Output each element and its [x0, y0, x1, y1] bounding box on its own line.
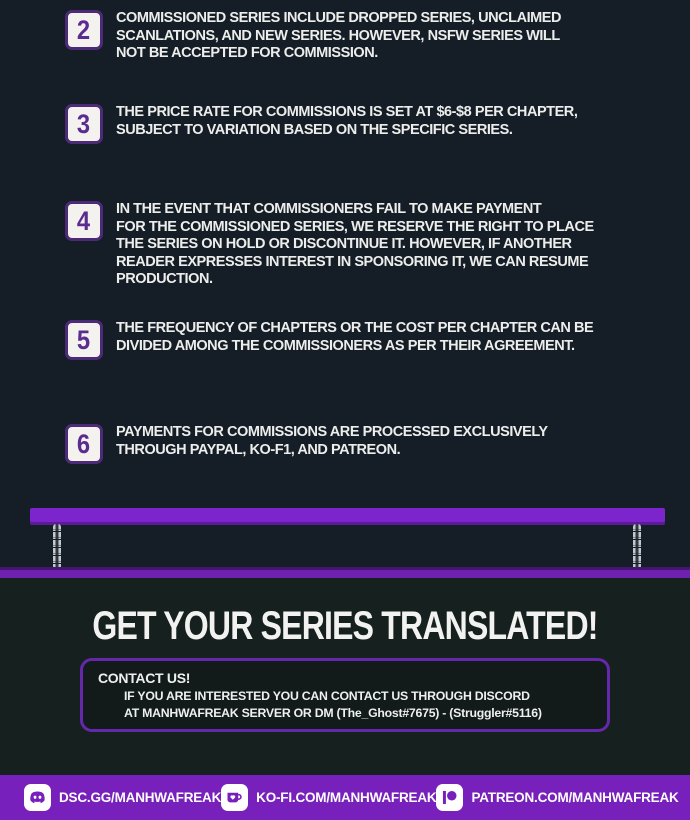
rule-text-line: THROUGH PAYPAL, KO-F1, AND PATREON. [116, 441, 401, 458]
rule-text-line: PRODUCTION. [116, 271, 213, 287]
rule-number-badge-2 [65, 10, 103, 50]
rule-number-badge-3 [65, 104, 103, 144]
banner-title: GET YOUR SERIES TRANSLATED! [92, 604, 598, 648]
rule-text-4 [116, 201, 594, 289]
rule-number-badge-5 [65, 320, 103, 360]
discord-link-label: DSC.GG/MANHWAFREAK [59, 790, 222, 805]
hanging-rod-bar [30, 508, 665, 525]
rule-text-line: SCANLATIONS, AND NEW SERIES. HOWEVER, NSFW SERIES WILL [116, 27, 560, 44]
rule-item-4 [65, 201, 594, 289]
patreon-icon [436, 784, 463, 811]
rule-item-5 [65, 320, 593, 360]
discord-link[interactable] [24, 784, 221, 811]
patreon-link-label: PATREON.COM/MANHWAFREAK [471, 790, 679, 805]
kofi-icon [221, 784, 248, 811]
rule-number: 4 [77, 205, 91, 236]
rule-text-line: COMMISSIONED SERIES INCLUDE DROPPED SERIES, UNCLAIMED [116, 10, 562, 26]
contact-box [80, 658, 610, 732]
rule-text-line: PAYMENTS FOR COMMISSIONS ARE PROCESSED EXCLUSIVELY [116, 424, 548, 440]
rule-text-line: THE SERIES ON HOLD OR DISCONTINUE IT. HOWEVER, IF ANOTHER [116, 236, 572, 252]
rule-text-6 [116, 424, 548, 459]
rule-item-2 [65, 10, 561, 63]
kofi-link[interactable] [221, 784, 436, 811]
rule-text-line: READER EXPRESSES INTEREST IN SPONSORING IT, WE CAN RESUME [116, 253, 589, 270]
rule-number: 3 [77, 108, 91, 139]
rule-number-badge-6 [65, 424, 103, 464]
rule-text-line: THE FREQUENCY OF CHAPTERS OR THE COST PER CHAPTER CAN BE [116, 320, 594, 336]
social-links-footer [0, 775, 690, 820]
contact-line: IF YOU ARE INTERESTED YOU CAN CONTACT US THROUGH DISCORD [124, 689, 530, 703]
rule-text-line: DIVIDED AMONG THE COMMISSIONERS AS PER THEIR AGREEMENT. [116, 337, 575, 354]
rule-text-5 [116, 320, 593, 355]
rule-text-line: THE PRICE RATE FOR COMMISSIONS IS SET AT $6-$8 PER CHAPTER, [116, 104, 578, 120]
rule-number: 2 [77, 14, 91, 45]
rule-number: 6 [77, 428, 91, 459]
translate-banner-section [0, 578, 690, 775]
rule-text-3 [116, 104, 577, 139]
rule-item-3 [65, 104, 577, 144]
chain-right [633, 524, 641, 569]
rule-text-line: NOT BE ACCEPTED FOR COMMISSION. [116, 45, 378, 61]
rule-number-badge-4 [65, 201, 103, 241]
rule-text-line: SUBJECT TO VARIATION BASED ON THE SPECIFIC SERIES. [116, 121, 513, 138]
rule-text-line: FOR THE COMMISSIONED SERIES, WE RESERVE THE RIGHT TO PLACE [116, 218, 594, 235]
rule-text-2 [116, 10, 561, 63]
discord-icon [24, 784, 51, 811]
rule-number: 5 [77, 324, 91, 355]
rule-item-6 [65, 424, 548, 464]
contact-line: AT MANHWAFREAK SERVER OR DM (The_Ghost#7675) - (Struggler#5116) [124, 705, 542, 720]
rule-text-line: IN THE EVENT THAT COMMISSIONERS FAIL TO MAKE PAYMENT [116, 201, 542, 217]
sign-top-strip [0, 567, 690, 578]
chain-left [53, 524, 61, 569]
kofi-link-label: KO-FI.COM/MANHWAFREAK [256, 790, 437, 805]
patreon-link[interactable] [436, 784, 678, 811]
contact-heading: CONTACT US! [98, 670, 191, 686]
